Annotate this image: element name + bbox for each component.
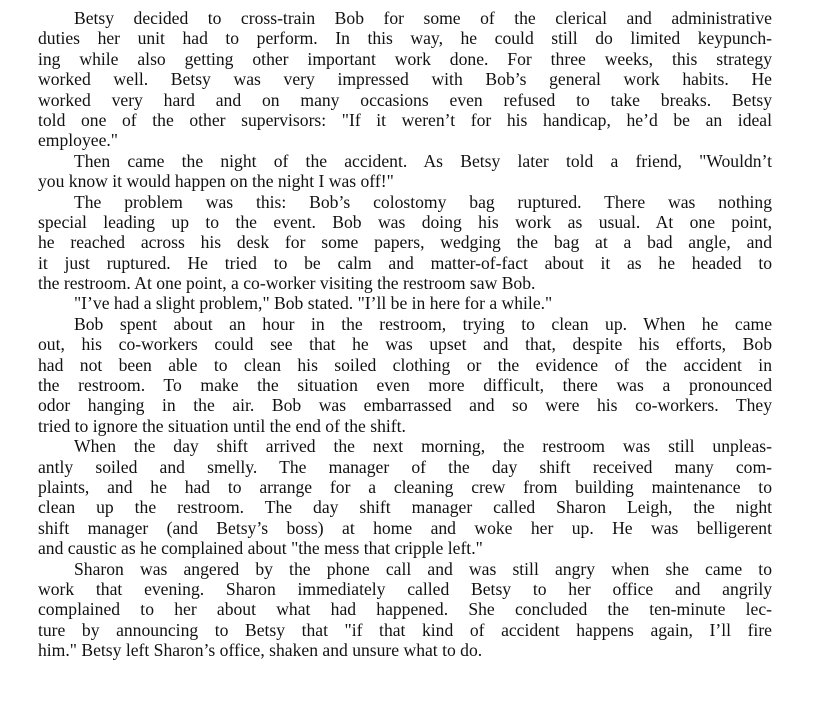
text-line: worked well. Betsy was very impressed with Bob’s general work habits. He	[38, 69, 772, 90]
text-line: had not been able to clean his soiled clothing or the evidence of the accident in	[38, 354, 772, 375]
text-line: worked very hard and on many occasions even refused to take breaks. Betsy	[38, 89, 772, 110]
text-line: antly soiled and smelly. The manager of the day shift received many com-	[38, 456, 772, 477]
text-line: odor hanging in the air. Bob was embarrassed and so were his co-workers. They	[38, 395, 772, 416]
paragraph	[38, 192, 772, 294]
document-page	[38, 8, 772, 661]
text-line: the restroom. To make the situation even more difficult, there was a pronounced	[38, 375, 772, 396]
text-line: the restroom. At one point, a co-worker visiting the restroom saw Bob.	[38, 273, 536, 294]
text-line: ture by announcing to Betsy that "if that kind of accident happens again, I’ll fire	[38, 619, 772, 640]
text-line: him." Betsy left Sharon’s office, shaken and unsure what to do.	[38, 640, 483, 661]
text-line: complained to her about what had happened. She concluded the ten-minute lec-	[38, 599, 772, 620]
paragraph	[38, 293, 772, 313]
text-line: Betsy decided to cross-train Bob for some of the clerical and administrative	[74, 8, 772, 28]
text-line: The problem was this: Bob’s colostomy bag ruptured. There was nothing	[74, 191, 772, 212]
paragraph	[38, 559, 772, 661]
paragraph	[38, 151, 772, 192]
paragraph	[38, 436, 772, 558]
text-line: Sharon was angered by the phone call and was still angry when she came to	[74, 558, 772, 579]
text-line: duties her unit had to perform. In this way, he could still do limited keypunch-	[38, 28, 772, 49]
text-line: employee."	[38, 130, 118, 151]
text-line: special leading up to the event. Bob was doing his work as usual. At one point,	[38, 211, 772, 232]
text-line: tried to ignore the situation until the end of the shift.	[38, 415, 406, 436]
text-line: ing while also getting other important work done. For three weeks, this strategy	[38, 48, 772, 69]
text-line: clean up the restroom. The day shift manager called Sharon Leigh, the night	[38, 497, 772, 518]
text-body	[38, 8, 772, 661]
text-line: and caustic as he complained about "the mess that cripple left."	[38, 538, 483, 559]
text-line: he reached across his desk for some papers, wedging the bag at a bad angle, and	[38, 232, 772, 253]
paragraph	[38, 8, 772, 151]
text-line: When the day shift arrived the next morning, the restroom was still unpleas-	[74, 436, 772, 457]
text-line: told one of the other supervisors: "If it weren’t for his handicap, he’d be an ideal	[38, 109, 772, 130]
text-line: Then came the night of the accident. As Betsy later told a friend, "Wouldn’t	[74, 150, 772, 171]
text-line: plaints, and he had to arrange for a cleaning crew from building maintenance to	[38, 476, 772, 497]
text-line: work that evening. Sharon immediately called Betsy to her office and angrily	[38, 578, 772, 599]
paragraph	[38, 314, 772, 436]
text-line: you know it would happen on the night I was off!"	[38, 171, 394, 192]
text-line: "I’ve had a slight problem," Bob stated. "I’ll be in here for a while."	[74, 293, 553, 314]
text-line: out, his co-workers could see that he was upset and that, despite his efforts, Bob	[38, 334, 772, 355]
text-line: shift manager (and Betsy’s boss) at home and woke her up. He was belligerent	[38, 517, 772, 538]
text-line: it just ruptured. He tried to be calm and matter-of-fact about it as he headed to	[38, 252, 772, 273]
text-line: Bob spent about an hour in the restroom, trying to clean up. When he came	[74, 313, 772, 334]
